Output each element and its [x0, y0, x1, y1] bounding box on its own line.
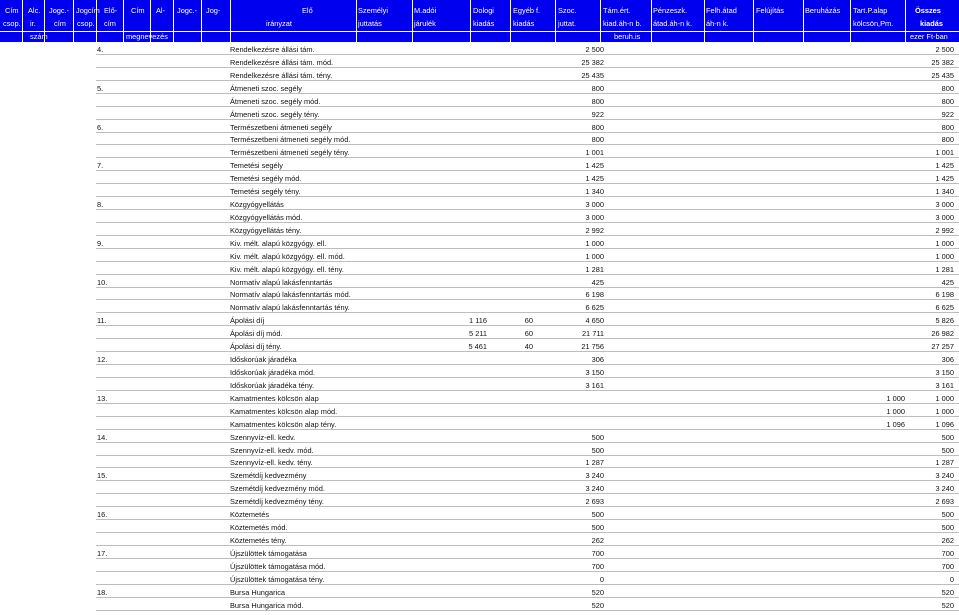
madoi-value: 60 [524, 329, 533, 339]
osszes-value: 1 000 [935, 251, 954, 261]
row-divider [96, 532, 959, 533]
szoc-value: 6 625 [585, 303, 604, 313]
row-divider [96, 144, 959, 145]
table-row [0, 547, 959, 559]
szoc-value: 3 000 [585, 200, 604, 210]
row-name: Időskorúak járadéka [230, 355, 297, 365]
row-divider [96, 132, 959, 133]
row-divider [96, 299, 959, 300]
row-divider [96, 416, 959, 417]
szoc-value: 1 425 [585, 161, 604, 171]
row-number: 6. [97, 122, 104, 132]
szoc-value: 1 281 [585, 264, 604, 274]
row-name: Átmeneti szoc. segély [230, 83, 302, 93]
szoc-value: 3 240 [585, 471, 604, 481]
row-number: 17. [97, 548, 108, 558]
row-number: 11. [97, 316, 107, 326]
osszes-value: 3 150 [935, 368, 954, 377]
table-row [0, 288, 959, 300]
row-name: Szemétdíj kedvezmény tény. [230, 497, 324, 507]
szoc-value: 306 [591, 355, 604, 365]
row-number: 10. [97, 277, 108, 287]
table-row [0, 392, 959, 404]
table-row [0, 314, 959, 326]
osszes-value: 500 [941, 432, 954, 442]
madoi-value: 60 [524, 316, 533, 326]
hdr-kiadas: kiadás [473, 19, 495, 28]
row-divider [96, 119, 959, 120]
table-row [0, 418, 959, 430]
row-name: Temetési segély [230, 161, 283, 171]
table-row [0, 456, 959, 468]
row-name: Rendelkezésre állási tám. tény. [230, 70, 333, 80]
row-number: 15. [97, 471, 108, 481]
osszes-value: 27 257 [931, 342, 954, 352]
row-divider [96, 571, 959, 572]
szoc-value: 1 340 [585, 187, 604, 197]
osszes-value: 500 [941, 523, 954, 533]
row-name: Közgyógyellátás mód. [230, 212, 303, 222]
szoc-value: 520 [591, 587, 604, 597]
row-name: Természetbeni átmeneti segély tény. [230, 148, 350, 158]
row-name: Ápolási díj mód. [230, 329, 283, 339]
osszes-value: 800 [941, 122, 954, 132]
hdr-szemelyi: Személyi [358, 6, 388, 15]
osszes-value: 520 [941, 587, 954, 597]
hdr-egyeb: Egyéb f. [513, 6, 541, 15]
szoc-value: 2 500 [585, 45, 604, 54]
szoc-value: 1 000 [585, 238, 604, 248]
table-row [0, 108, 959, 120]
osszes-value: 500 [941, 510, 954, 520]
osszes-value: 3 161 [935, 380, 954, 390]
row-name: Átmeneti szoc. segély tény. [230, 109, 320, 119]
osszes-value: 520 [941, 600, 954, 610]
osszes-value: 3 000 [935, 212, 954, 222]
table-row [0, 146, 959, 158]
row-name: Rendelkezésre állási tám. [230, 45, 315, 54]
table-row [0, 250, 959, 262]
row-divider [96, 442, 959, 443]
row-divider [96, 519, 959, 520]
hdr-kiadahnb: kiad.áh-n b. [603, 19, 642, 28]
row-name: Normatív alapú lakásfenntartás tény. [230, 303, 350, 313]
table-row [0, 301, 959, 313]
szoc-value: 3 240 [585, 484, 604, 494]
osszes-value: 425 [941, 277, 954, 287]
hdr-tartpalap: Tart.P.alap [853, 6, 888, 15]
row-name: Időskorúak járadéka mód. [230, 368, 316, 377]
osszes-value: 1 425 [935, 174, 954, 184]
hdr-jarulek: járulék [414, 19, 436, 28]
row-divider [96, 545, 959, 546]
row-number: 13. [97, 393, 108, 403]
table-row [0, 276, 959, 288]
osszes-value: 1 000 [935, 238, 954, 248]
table-row [0, 444, 959, 456]
hdr-szam: szám [30, 32, 48, 41]
row-divider [96, 390, 959, 391]
osszes-value: 3 240 [935, 471, 954, 481]
row-name: Újszülöttek támogatása [230, 548, 307, 558]
szoc-value: 25 382 [581, 57, 604, 67]
table-row [0, 69, 959, 81]
kolcson-value: 1 000 [886, 406, 905, 416]
szemelyi-value: 1 116 [469, 316, 487, 326]
hdr-ahnk: áh-n k. [706, 19, 729, 28]
table-row [0, 224, 959, 236]
osszes-value: 3 240 [935, 484, 954, 494]
table-row [0, 508, 959, 520]
row-divider [96, 93, 959, 94]
hdr-elo: Elő- [104, 6, 118, 15]
szoc-value: 3 161 [585, 380, 604, 390]
hdr-jogc: Jogc.- [49, 6, 70, 15]
table-row [0, 237, 959, 249]
row-divider [96, 506, 959, 507]
szoc-value: 800 [591, 83, 604, 93]
row-divider [96, 467, 959, 468]
osszes-value: 3 000 [935, 200, 954, 210]
table-row [0, 482, 959, 494]
szoc-value: 520 [591, 600, 604, 610]
hdr-osszes: Összes [915, 6, 941, 15]
row-name: Ápolási díj [230, 316, 265, 326]
row-divider [96, 222, 959, 223]
kolcson-value: 1 096 [886, 419, 905, 429]
row-number: 7. [97, 161, 104, 171]
row-number: 8. [97, 200, 104, 210]
osszes-value: 1 096 [935, 419, 954, 429]
row-name: Átmeneti szoc. segély mód. [230, 96, 321, 106]
row-divider [96, 235, 959, 236]
table-row [0, 366, 959, 378]
hdr-csop: csop. [3, 19, 21, 28]
table-row [0, 353, 959, 365]
row-divider [96, 610, 959, 611]
szoc-value: 500 [591, 523, 604, 533]
osszes-value: 800 [941, 96, 954, 106]
osszes-value: 922 [941, 109, 954, 119]
row-divider [96, 584, 959, 585]
osszes-value: 6 198 [935, 290, 954, 300]
row-divider [96, 325, 959, 326]
row-name: Kiv. mélt. alapú közgyógy. ell. tény. [230, 264, 344, 274]
row-name: Kamatmentes kölcsön alap tény. [230, 419, 337, 429]
osszes-value: 1 287 [935, 458, 954, 468]
row-name: Kamatmentes kölcsön alap mód. [230, 406, 338, 416]
szoc-value: 2 992 [585, 225, 604, 235]
szoc-value: 1 287 [585, 458, 604, 468]
table-row [0, 172, 959, 184]
osszes-value: 25 435 [931, 70, 954, 80]
szoc-value: 425 [591, 277, 604, 287]
hdr-kolcson: kölcsön,Pm. [853, 19, 894, 28]
table-row [0, 534, 959, 546]
hdr-cim3: cím [54, 19, 66, 28]
row-number: 12. [97, 355, 108, 365]
row-divider [96, 157, 959, 158]
table-row [0, 133, 959, 145]
table-row [0, 573, 959, 585]
table-row [0, 379, 959, 391]
table-row [0, 560, 959, 572]
table-row [0, 469, 959, 481]
table-row [0, 159, 959, 171]
row-name: Közgyógyellátás [230, 200, 284, 210]
hdr-al: Al- [156, 6, 166, 15]
row-name: Normatív alapú lakásfenntartás mód. [230, 290, 351, 300]
table-row [0, 431, 959, 443]
row-divider [96, 183, 959, 184]
row-divider [96, 261, 959, 262]
hdr-juttat: juttat. [558, 19, 577, 28]
row-name: Szennyvíz-ell. kedv. tény. [230, 458, 313, 468]
hdr-szoc: Szoc. [558, 6, 577, 15]
row-divider [96, 209, 959, 210]
row-name: Kiv. mélt. alapú közgyógy. ell. mód. [230, 251, 345, 261]
row-divider [96, 312, 959, 313]
hdr-juttatas: juttatás [358, 19, 382, 28]
row-divider [96, 106, 959, 107]
table-row [0, 95, 959, 107]
row-divider [96, 377, 959, 378]
szoc-value: 500 [591, 510, 604, 520]
row-divider [96, 493, 959, 494]
table-row [0, 586, 959, 598]
row-name: Kamatmentes kölcsön alap [230, 393, 319, 403]
szoc-value: 800 [591, 122, 604, 132]
row-divider [96, 274, 959, 275]
hdr-atadahnk: átad.áh-n k. [653, 19, 693, 28]
row-name: Köztemetés [230, 510, 270, 520]
osszes-value: 26 982 [931, 329, 954, 339]
row-number: 5. [97, 83, 104, 93]
row-divider [96, 338, 959, 339]
hdr-tamert: Tám.ért. [603, 6, 631, 15]
osszes-value: 700 [941, 561, 954, 571]
row-name: Ápolási díj tény. [230, 342, 282, 352]
table-row [0, 495, 959, 507]
row-divider [96, 455, 959, 456]
szoc-value: 25 435 [581, 70, 604, 80]
row-name: Újszülöttek támogatása tény. [230, 574, 325, 584]
table-row [0, 43, 959, 55]
hdr-cim2: Cím [131, 6, 145, 15]
row-name: Szemétdíj kedvezmény mód. [230, 484, 325, 494]
row-name: Szennyvíz-ell. kedv. mód. [230, 445, 314, 455]
row-divider [96, 54, 959, 55]
row-name: Közgyógyellátás tény. [230, 225, 302, 235]
szoc-value: 1 000 [585, 251, 604, 261]
szoc-value: 3 150 [585, 368, 604, 377]
hdr-penzeszk: Pénzeszk. [653, 6, 688, 15]
hdr-jogcim: Jogcím [76, 6, 100, 15]
row-name: Időskorúak járadéka tény. [230, 380, 315, 390]
row-name: Természetbeni átmeneti segély mód. [230, 135, 351, 145]
szoc-value: 0 [599, 574, 604, 584]
szoc-value: 700 [591, 548, 604, 558]
table-row [0, 599, 959, 611]
osszes-value: 2 500 [935, 45, 954, 54]
osszes-value: 2 992 [935, 225, 954, 235]
hdr-jogc2: Jogc.- [177, 6, 198, 15]
madoi-value: 40 [524, 342, 533, 352]
szoc-value: 922 [591, 109, 604, 119]
table-row [0, 327, 959, 339]
szoc-value: 21 756 [581, 342, 604, 352]
row-name: Rendelkezésre állási tám. mód. [230, 57, 334, 67]
szoc-value: 500 [591, 445, 604, 455]
szoc-value: 4 650 [585, 316, 604, 326]
row-divider [96, 170, 959, 171]
osszes-value: 700 [941, 548, 954, 558]
table-row [0, 263, 959, 275]
hdr-alc: Alc. [28, 6, 41, 15]
szoc-value: 1 001 [585, 148, 604, 158]
row-name: Szemétdíj kedvezmény [230, 471, 307, 481]
table-row [0, 198, 959, 210]
table-row [0, 56, 959, 68]
row-name: Temetési segély tény. [230, 187, 301, 197]
hdr-megnevezes: megnevezés [126, 32, 168, 41]
szoc-value: 500 [591, 432, 604, 442]
szoc-value: 700 [591, 561, 604, 571]
osszes-value: 5 826 [935, 316, 954, 326]
osszes-value: 6 625 [935, 303, 954, 313]
hdr-madoi: M.adói [414, 6, 437, 15]
row-name: Normatív alapú lakásfenntartás [230, 277, 333, 287]
row-divider [96, 351, 959, 352]
osszes-value: 1 340 [935, 187, 954, 197]
hdr-ezerft: ezer Ft-ban [910, 32, 948, 41]
hdr-ir: ir. [30, 19, 36, 28]
szoc-value: 21 711 [581, 329, 604, 339]
row-number: 9. [97, 238, 104, 248]
hdr-beruhazas: Beruházás [805, 6, 841, 15]
osszes-value: 2 693 [935, 497, 954, 507]
row-number: 16. [97, 510, 108, 520]
szemelyi-value: 5 461 [468, 342, 487, 352]
row-name: Szennyvíz-ell. kedv. [230, 432, 296, 442]
szoc-value: 2 693 [585, 497, 604, 507]
row-name: Bursa Hungarica [230, 587, 286, 597]
table-row [0, 340, 959, 352]
row-number: 18. [97, 587, 108, 597]
szoc-value: 1 425 [585, 174, 604, 184]
szoc-value: 3 000 [585, 212, 604, 222]
table-row [0, 82, 959, 94]
row-name: Újszülöttek támogatása mód. [230, 561, 326, 571]
osszes-value: 1 000 [935, 406, 954, 416]
hdr-iranyzat: irányzat [266, 19, 292, 28]
row-divider [96, 480, 959, 481]
osszes-value: 1 001 [935, 148, 954, 158]
hdr-beruhis: beruh.is [614, 32, 641, 41]
row-divider [96, 248, 959, 249]
hdr-felhatad: Felh.átad [706, 6, 737, 15]
row-number: 14. [97, 432, 108, 442]
row-name: Köztemetés mód. [230, 523, 288, 533]
osszes-value: 500 [941, 445, 954, 455]
table-header [0, 0, 959, 42]
row-divider [96, 558, 959, 559]
hdr-dologi: Dologi [473, 6, 494, 15]
row-name: Temetési segély mód. [230, 174, 302, 184]
row-name: Bursa Hungarica mód. [230, 600, 304, 610]
hdr-kiadas3: kiadás [920, 19, 944, 28]
table-row [0, 121, 959, 133]
osszes-value: 800 [941, 135, 954, 145]
row-number: 4. [97, 45, 104, 54]
szoc-value: 800 [591, 135, 604, 145]
row-name: Köztemetés tény. [230, 535, 287, 545]
osszes-value: 1 425 [935, 161, 954, 171]
table-row [0, 211, 959, 223]
hdr-elo2: Elő [302, 6, 313, 15]
table-row [0, 185, 959, 197]
szemelyi-value: 5 211 [469, 329, 487, 339]
osszes-value: 262 [941, 535, 954, 545]
osszes-value: 306 [941, 355, 954, 365]
osszes-value: 25 382 [931, 57, 954, 67]
row-divider [96, 429, 959, 430]
table-row [0, 521, 959, 533]
osszes-value: 1 000 [935, 393, 954, 403]
row-divider [96, 403, 959, 404]
table-body [0, 43, 959, 615]
szoc-value: 262 [591, 535, 604, 545]
row-divider [96, 364, 959, 365]
kolcson-value: 1 000 [886, 393, 905, 403]
hdr-cim: Cím [5, 6, 19, 15]
hdr-jog: Jog- [206, 6, 221, 15]
hdr-csop2: csop. [77, 19, 95, 28]
row-name: Kiv. mélt. alapú közgyógy. ell. [230, 238, 327, 248]
hdr-cim4: cím [104, 19, 116, 28]
szoc-value: 800 [591, 96, 604, 106]
row-divider [96, 80, 959, 81]
row-divider [96, 67, 959, 68]
hdr-kiadas2: kiadás [513, 19, 535, 28]
osszes-value: 800 [941, 83, 954, 93]
row-divider [96, 196, 959, 197]
szoc-value: 6 198 [585, 290, 604, 300]
hdr-felujitas: Felújítás [756, 6, 784, 15]
osszes-value: 0 [949, 574, 954, 584]
row-name: Természetbeni átmeneti segély [230, 122, 332, 132]
osszes-value: 1 281 [935, 264, 954, 274]
table-row [0, 405, 959, 417]
row-divider [96, 597, 959, 598]
row-divider [96, 287, 959, 288]
